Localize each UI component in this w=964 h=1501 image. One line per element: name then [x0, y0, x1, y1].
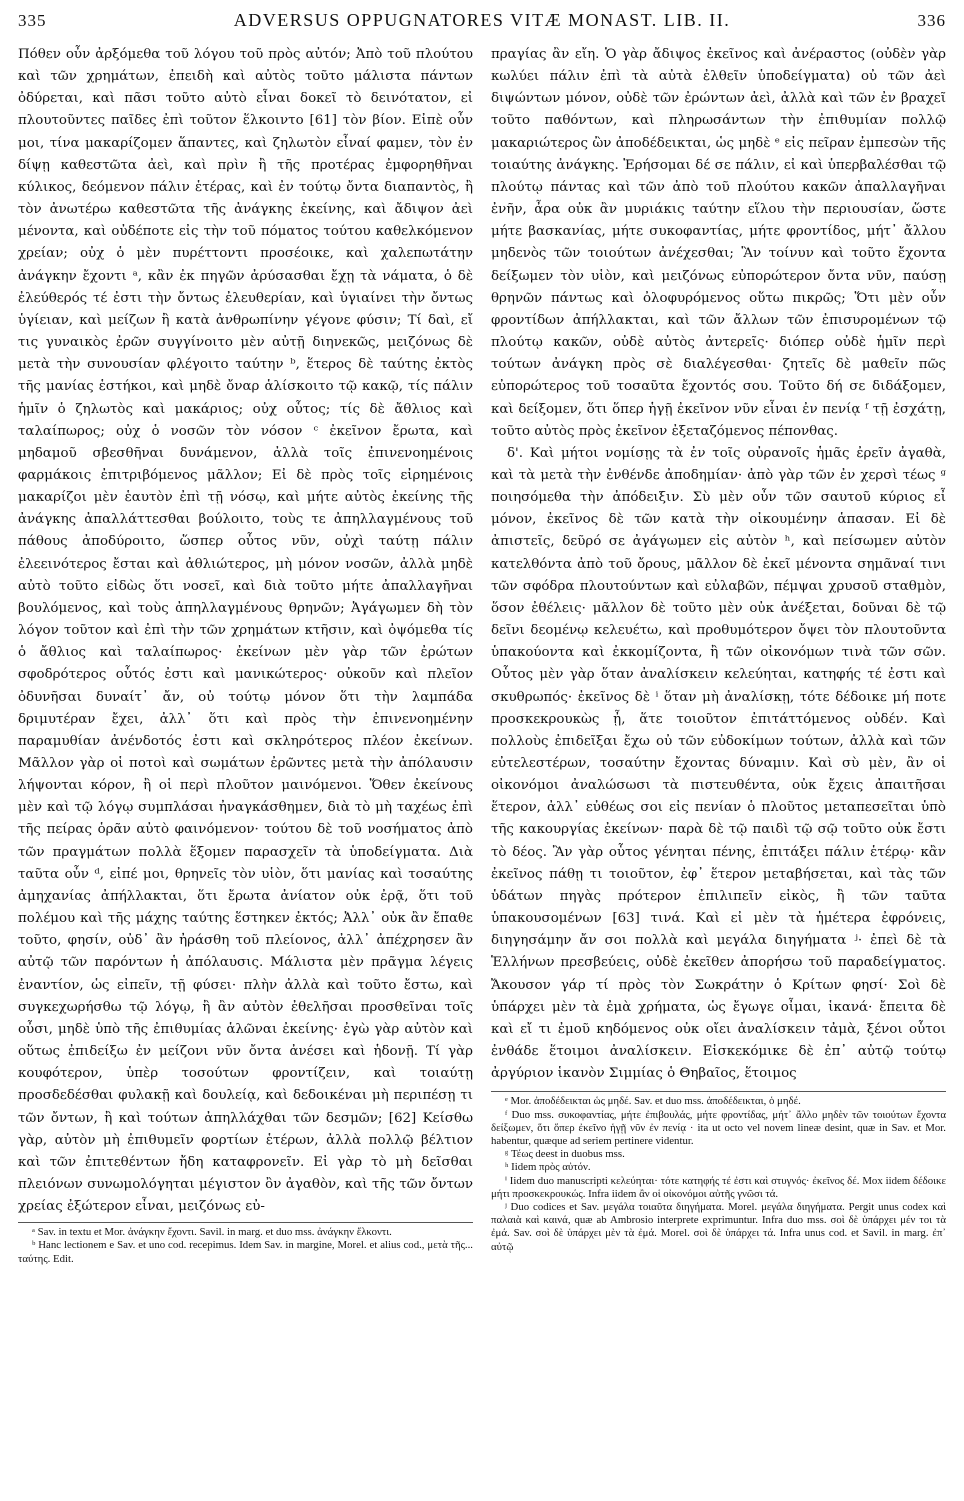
right-page-number: 336 — [917, 11, 946, 30]
footnote-g: ᵍ Τέως deest in duobus mss. — [505, 1148, 625, 1161]
left-page-number: 335 — [18, 11, 47, 30]
footnote-j: ʲ Duo codices et Sav. μεγάλα τοιαῦτα διηγήματα. Morel. μεγάλα διηγήματα. Pergit unus codex καὶ παλαιὰ καὶ καινά, quæ ab Ambrosio interprete exprimuntur. Infra duo mss. σοὶ δὲ ὑπάρχει μέν τοι τὰ ἐμά. Sav. σοὶ δὲ ὑπάρχει μὲν τὰ ἐμά. Morel. σοὶ δὲ ὑπάρχει τά. Infra unus cod. et Savil. in marg. ἐπ᾽ αὐτῷ — [491, 1200, 946, 1253]
footnote-e: ᵉ Mor. ἀποδέδεικται ὡς μηδέ. Sav. et duo mss. ἀποδέδεικται, ὁ μηδέ. — [505, 1095, 801, 1108]
left-paragraph: Πόθεν οὖν ἀρξόμεθα τοῦ λόγου τοῦ πρὸς αὐτόν; Ἀπὸ τοῦ πλούτου καὶ τῶν χρημάτων, ἐπειδὴ καὶ αὐτὸς τοῦτο μάλιστα πάντων ὀδύρεται, καὶ πᾶσι τοῦτο αὐτὸ εἶναι δοκεῖ τὸ δεινότατον, εἰ πλουτοῦντες παῖδες ἐπὶ τοῦτον ἕλκοιντο [61] τὸν βίον. Εἰπὲ οὖν μοι, τίνα μακαρίζομεν ἅπαντες, καὶ ζηλωτὸν εἶναί φαμεν, τὸν ἐν δίψῃ καθεστῶτα ἀεὶ, καὶ πρὶν ἢ τῆς προτέρας ἐμφορηθῆναι κύλικος, δεόμενον πάλιν ἑτέρας, καὶ ἐν τούτῳ ὄντα διαπαντὸς, ἢ τὸν ἀνωτέρω καθεστῶτα τῆς ἀνάγκης ἐκείνης, καὶ ἄδιψον ἀεὶ μένοντα, καὶ οὐδέποτε εἰς τὴν τοῦ πόματος τούτου καθελκόμενον χρείαν; οὐχ ὁ μὲν πυρέττοντι προσέοικε, καὶ χαλεπωτάτην ἀνάγκην ἔχοντι ᵃ, κἂν ἐκ πηγῶν ἀρύσασθαι ἔχῃ τὰ νάματα, ὁ δὲ ἐλεύθερός τέ ἐστι τὴν ὄντως ἐλευθερίαν, καὶ ὑγιαίνει τὴν ὄντως ὑγίειαν, καὶ μείζων ἢ κατὰ ἀνθρωπίνην γέγονε φύσιν; Τί δαὶ, εἴ τις γυναικὸς ἐρῶν συγγίνοιτο μὲν αὐτῇ διηνεκῶς, μειζόνως δὲ μετὰ τὴν συνουσίαν φλέγοιτο ταύτην ᵇ, ἕτερος δὲ ταύτης ἐκτὸς τῆς μανίας ἑστήκοι, καὶ μηδὲ ὄναρ ἁλίσκοιτο τῷ κακῷ, τίς πάλιν ἡμῖν ὁ ζηλωτὸς καὶ μακάριος; οὐχ οὗτος; τίς δὲ ἄθλιος καὶ ταλαίπωρος; οὐχ ὁ νοσῶν τὸν νόσον ᶜ ἐκεῖνον ἔρωτα, καὶ μηδαμοῦ σβεσθῆναι δυνάμενον, ἀλλὰ τοῖς ἐπινενοημένοις φαρμάκοις ἐπιτριβόμενος μᾶλλον; Εἰ δὲ πρὸς τοῖς εἰρημένοις μακαρίζοι μὲν ἑαυτὸν ἐπὶ τῇ νόσῳ, καὶ μήτε αὐτὸς ἐκείνης τῆς ἀνάγκης ἀπαλλάττεσθαι βούλοιτο, τοὺς τε ἀπηλλαγμένους τοῦ πάθους ἀποδύροιτο, ὥσπερ οὗτος νῦν, οὐχὶ ταύτῃ πάλιν ἐλεεινότερος ἔσται καὶ ἀθλιώτερος, μὴ μόνον νοσῶν, ἀλλὰ μηδὲ αὐτὸ τοῦτο εἰδὼς ὅτι νοσεῖ, καὶ διὰ τοῦτο μήτε ἀπαλλαγῆναι βουλόμενος, καὶ τοὺς ἀπηλλαγμένους θρηνῶν; Ἀγάγωμεν δὴ τὸν λόγον τοῦτον καὶ ἐπὶ τὴν τῶν χρημάτων κτῆσιν, καὶ ὀψόμεθα τίς ὁ ἄθλιος καὶ ταλαίπωρος· ἐκείνων μὲν γὰρ τῶν ἐρώτων σφοδρότερος οὗτός ἐστι καὶ μανικώτερος· οὐκοῦν καὶ πλεῖον ὀδυνῆσαι δυναίτ᾽ ἄν, οὐ τούτῳ μόνον ὅτι τὴν λαμπάδα δριμυτέραν ἔχει, ἀλλ᾽ ὅτι καὶ πρὸς τὴν ἐπινενοημένην παραμυθίαν ἀνένδοτός ἐστι καὶ σκληρότερος πλέον ἐκείνων. Μᾶλλον γὰρ οἱ ποτοὶ καὶ σωμάτων ἐρῶντες μετὰ τὴν ἀπόλαυσιν λήψονται κόρον, ἢ οἱ περὶ πλοῦτον μαινόμενοι. Ὅθεν ἐκείνους μὲν καὶ τῷ λόγῳ συμπλάσαι ἠναγκάσθημεν, διὰ τὸ μὴ ταχέως ἐπὶ τῆς πείρας ὁρᾶν αὐτὸ φαινόμενον· τούτου δὲ τοῦ νοσήματος ἀπὸ τῶν πραγμάτων πολλὰ ἕξομεν παρασχεῖν τὰ ὑποδείγματα. Διὰ ταῦτα οὖν ᵈ, εἰπέ μοι, θρηνεῖς τὸν υἱὸν, ὅτι μανίας καὶ τοσαύτης ἀμηχανίας ἀπήλλακται, ὅτι ἔρωτα ἀνίατον οὐκ ἐρᾷ, ὅτι τοῦ πολέμου καὶ τῆς μάχης ταύτης ἕστηκεν ἐκτός; Ἀλλ᾽ οὐκ ἂν ἔπαθε τοῦτο, φησίν, οὐδ᾽ ἂν ἠράσθη τοῦ πλείονος, ἀλλ᾽ ἀπέχρησεν ἂν αὐτῷ τῶν παρόντων ἡ ἀπόλαυσις. Μάλιστα μὲν πρᾶγμα λέγεις ἐναντίον, ὡς εἰπεῖν, τῇ φύσει· πλὴν ἀλλὰ καὶ τοῦτο ἔστω, καὶ συγκεχωρήσθω τῷ λόγῳ, ἢ ἂν αὐτὸν ἐθελῆσαι προσθεῖναι τοῖς οὖσι, μηδὲ ὑπὸ τῆς ἐπιθυμίας ἁλῶναι ἐκείνης· ἐγὼ γὰρ αὐτὸν καὶ οὕτως ἐπιδείξω ἐν μείζονι νῦν ὄντα ἀνέσει καὶ ἡδονῇ. Τί γὰρ κουφότερον, ὑπὲρ τοσούτων φροντίζειν, καὶ τοιαύτῃ προσδεδέσθαι φυλακῇ καὶ δουλείᾳ, καὶ δεδοικέναι μὴ περιπέσῃ τι τῶν ὄντων, ἢ καὶ τούτων ἀπηλλάχθαι τῶν δεσμῶν; [62] Κείσθω γὰρ, αὐτὸν μὴ ἐπιθυμεῖν φορτίων ἑτέρων, ἀλλὰ πολλῷ βέλτιον καὶ τῶν ἐπιτεθέντων ἤδη καταφρονεῖν. Εἰ γὰρ τὸ μὴ δεῖσθαι πλειόνων συνωμολόγηται μέγιστον ὂν ἀγαθὸν, καὶ τῆς τῶν ὄντων χρείας ἐξώτερον εἶναι, μειζόνως εὐ- — [18, 47, 473, 1215]
footnote-i: ⁱ Iidem duo manuscripti κελεύηται· τότε κατηφής τέ ἐστι καὶ στυγνός· ἐκεῖνος δέ. Mox iidem δέδοικε μήτι προσκεκρουκώς. Infra iidem ἂν οἱ οἰκονόμοι αὐτῆς γνῶσι τά. — [491, 1174, 946, 1200]
left-column — [18, 44, 473, 1266]
right-column — [491, 44, 946, 1266]
running-head — [18, 10, 946, 40]
footnote-f: ᶠ Duo mss. συκοφαντίας, μήτε ἐπιβουλάς, μήτε φροντίδας, μήτ᾽ ἄλλο μηδὲν τῶν τοιούτων ἔχοντα δείξωμεν, ὅτι ὅπερ ἐκεῖνο ἡγῇ νῦν ἐν πενίᾳ · ita ut octo vel novem lineæ desint, quæ in Sav. et Mor. habentur, quæque ad seriem pertinere videntur. — [491, 1108, 946, 1147]
footnote-b: ᵇ Hanc lectionem e Sav. et uno cod. recepimus. Idem Sav. in margine, Morel. et alius cod., μετὰ τῆς... ταύτης. Edit. — [18, 1239, 473, 1265]
right-paragraph-2: δ'. Καὶ μήτοι νομίσῃς τὰ ἐν τοῖς οὐρανοῖς ἡμᾶς ἐρεῖν ἀγαθὰ, καὶ τὰ μετὰ τὴν ἐνθένδε ἀποδημίαν· ἀπὸ γὰρ τῶν ἐν χερσὶ τέως ᵍ ποιησόμεθα τὴν ἀπόδειξιν. Σὺ μὲν οὖν τῶν σαυτοῦ κύριος εἶ μόνον, ἐκεῖνος δὲ τῶν κατὰ τὴν οἰκουμένην ἁπασαν. Εἰ δὲ ἀπιστεῖς, δεῦρό σε ἀγάγωμεν εἰς αὐτὸν ʰ, καὶ πείσωμεν αὐτὸν κατελθόντα ἀπὸ τοῦ ὄρους, μᾶλλον δὲ ἐκεῖ μένοντα σημᾶναί τινι τῶν σφόδρα πλουτούντων καὶ εὐλαβῶν, πέμψαι χρυσοῦ σταθμὸν, ὅσον ἐθέλεις· μᾶλλον δὲ τοῦτο μὲν οὐκ ἀνέξεται, δοῦναι δὲ τῷ δεῖνι δεομένῳ κελευέτω, καὶ προθυμότερον ὄψει τὸν πλουτοῦντα ὑπακούοντα καὶ ἐκκομίζοντα, ἢ τῶν οἰκονόμων τινὰ τῶν σῶν. Οὗτος μὲν γὰρ ὅταν ἀναλίσκειν κελεύηται, κατηφής τέ ἐστι καὶ σκυθρωπός· ἐκεῖνος δὲ ⁱ ὅταν μὴ ἀναλίσκῃ, τότε δέδοικε μή ποτε προσκεκρουκὼς ᾖ, ἅτε τοιοῦτον ἐπιτάττόμενος οὐδέν. Καὶ πολλοὺς ἐπιδεῖξαι ἔχω οὐ τῶν εὐδοκίμων τούτων, ἀλλὰ καὶ τῶν εὐτελεστέρων, τοσαύτην ἔχοντας δύναμιν. Καὶ σὺ μὲν, ἂν οἱ οἰκονόμοι ἀναλώσωσι τὰ πιστευθέντα, οὐκ ἔχεις ἀπαιτῆσαι ἕτερον, ἀλλ᾽ εὐθέως σοι εἰς πενίαν ὁ πλοῦτος μεταπεσεῖται ὑπὸ τῆς κακουργίας ἐκείνων· παρὰ δὲ τῷ παιδὶ τῷ σῷ τοῦτο οὐκ ἔστι τὸ δέος. Ἂν γὰρ οὗτος γένηται πένης, ἐπιτάξει πάλιν ἑτέρῳ· κἂν ἐκεῖνος πάθῃ τι τοιοῦτον, ἐφ᾽ ἕτερον μεταβήσεται, καὶ τὰς τῶν ὑδάτων πηγὰς πρότερον ἐπιλιπεῖν εἰκὸς, ἢ τῶν ταῦτα ὑπακουσομένων [63] τινά. Καὶ εἰ μὲν τὰ ἡμέτερα ἐφρόνεις, διηγησάμην ἄν σοι πολλὰ καὶ μεγάλα διηγήματα ʲ· ἐπεὶ δὲ τὰ Ἑλλήνων πρεσβεύεις, οὐδὲ ἐκεῖθεν ἀπορήσω τοῦ παραδείγματος. Ἄκουσον γάρ τί πρὸς τὸν Σωκράτην ὁ Κρίτων φησί· Σοὶ δὲ ὑπάρχει μὲν τὰ ἐμὰ χρήματα, ὡς ἔγωγε οἶμαι, ἱκανά· ἔπειτα δὲ καὶ εἴ τι ἐμοῦ κηδόμενος οὐκ οἴει ἀναλίσκειν τἀμὰ, ξένοι οὗτοι ἐνθάδε ἕτοιμοι ἀναλίσκειν. Εἰσκεκόμικε δὲ ἐπ᾽ αὐτῷ τούτῳ ἀργύριον ἱκανὸν Σιμμίας ὁ Θηβαῖος, ἕτοιμος — [491, 445, 946, 1082]
right-paragraph-1: πραγίας ἂν εἴη. Ὁ γὰρ ἄδιψος ἐκεῖνος καὶ ἀνέραστος (οὐδὲν γὰρ κωλύει πάλιν ἐπὶ τὰ αὐτὰ ἐλθεῖν ὑποδείγματα) οὐ τῶν ἀεὶ διψώντων μόνον, οὐδὲ τῶν ἐρώντων ἀεὶ, ἀλλὰ καὶ τῶν ἐν βραχεῖ τοῦτο παθόντων, καὶ πληρωσάντων τὴν ἐπιθυμίαν πολλῷ μακαριώτερος ὢν ἀποδέδεικται, ὡς μηδὲ ᵉ εἰς πεῖραν ἐμπεσὼν τῆς τοιαύτης ἀνάγκης. Ἐρήσομαι δέ σε πάλιν, εἰ καὶ ὑπερβαλέσθαι τῷ πλούτῳ πάντας καὶ τῶν ἀπὸ τοῦ πλούτου κακῶν ἀπαλλαγῆναι ἐνῆν, ἆρα οὐκ ἂν μυριάκις ταύτην εἵλου τὴν περιουσίαν, ὥστε μήτε βασκανίας, μήτε συκοφαντίας, μήτε φροντίδος, μήτ᾽ ἄλλου μηδενὸς τῶν τοιούτων ἀνέχεσθαι; Ἂν τοίνυν καὶ τοῦτο ἔχοντα δείξωμεν τὸν υἱὸν, καὶ μειζόνως εὐπορώτερον ὄντα νῦν, παύσῃ θρηνῶν πάντως καὶ ὀλοφυρόμενος οὕτω πικρῶς; Ὅτι μὲν οὖν φροντίδων ἀπήλλακται, καὶ τῶν ἄλλων τῶν ἐπισυρομένων τῷ πλούτῳ κακῶν, οὐδὲ αὐτὸς ἀντερεῖς· διόπερ οὐδὲ ἡμῖν περὶ τούτων ἀνάγκη πρὸς σὲ διαλέγεσθαι· ζητεῖς δὲ μαθεῖν πῶς εὐπορώτερος τοῦ τοσαῦτα ἔχοντός σου. Τοῦτο δή σε διδάξομεν, καὶ δείξομεν, ὅτι ὅπερ ἡγῇ ἐκεῖνον νῦν εἶναι ἐν πενίᾳ ᶠ τῇ ἐσχάτῃ, τοῦτο αὐτὸς πρὸς ἐκεῖνον ἐξεταζόμενος πέπονθας. — [491, 47, 946, 439]
footnote-a: ᵃ Sav. in textu et Mor. ἀνάγκην ἔχοντι. Savil. in marg. et duo mss. ἀνάγκην ἕλκοντι. — [32, 1226, 392, 1239]
footnote-h: ʰ Iidem πρὸς αὐτόν. — [505, 1161, 591, 1174]
left-footnotes — [18, 1222, 473, 1266]
text-columns — [18, 44, 946, 1266]
right-footnotes — [491, 1091, 946, 1253]
running-title: ADVERSUS OPPUGNATORES VITÆ MONAST. LIB. II. — [233, 10, 731, 30]
